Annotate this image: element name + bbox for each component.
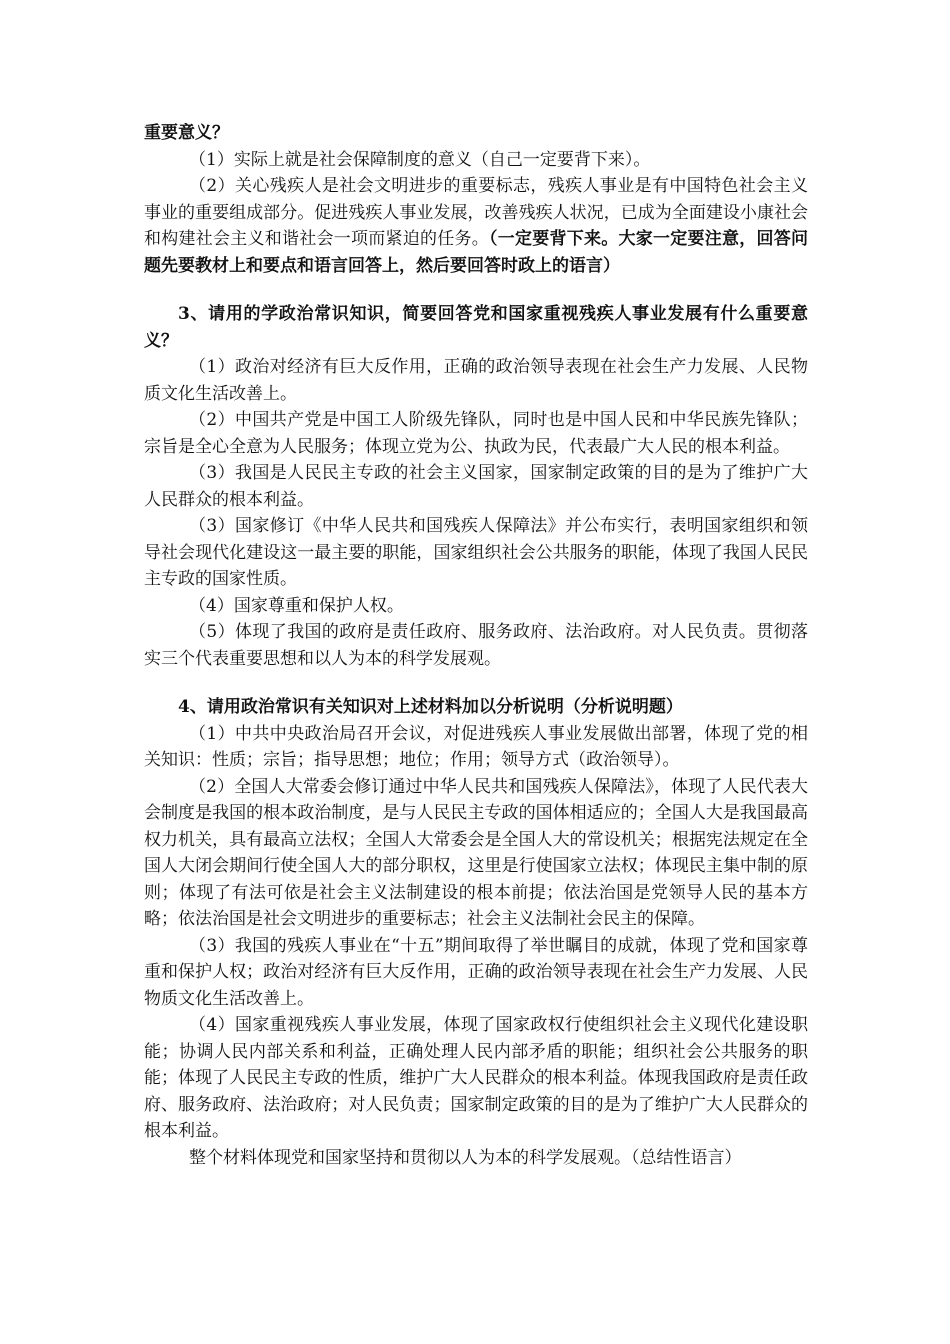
section4-point: （4）国家重视残疾人事业发展，体现了国家政权行使组织社会主义现代化建设职能；协调人民内部关系和利益，正确处理人民内部矛盾的职能；组织社会公共服务的职能；体现了人民民主专政的性质，维护广大人民群众的根本利益。体现我国政府是责任政府、服务政府、法治政府；对人民负责；国家制定政策的目的是为了维护广大人民群众的根本利益。 <box>144 1015 808 1141</box>
section4-summary: 整个材料体现党和国家坚持和贯彻以人为本的科学发展观。（总结性语言） <box>189 1147 742 1168</box>
section2-point-1: （1）实际上就是社会保障制度的意义（自己一定要背下来）。 <box>189 149 651 170</box>
section2-point-2-text: （2）关心残疾人是社会文明进步的重要标志，残疾人事业是有中国特色社会主义事业的重要组成部分。促进残疾人事业发展，改善残疾人状况，已成为全面建设小康社会和构建社会主义和谐社会一项而紧迫的任务。 <box>144 176 808 249</box>
section4-point: （3）我国的残疾人事业在“十五”期间取得了举世瞩目的成就，体现了党和国家尊重和保护人权；政治对经济有巨大反作用，正确的政治领导表现在社会生产力发展、人民物质文化生活改善上。 <box>144 935 808 1009</box>
section3-point: （5）体现了我国的政府是责任政府、服务政府、法治政府。对人民负责。贯彻落实三个代表重要思想和以人为本的科学发展观。 <box>144 622 808 669</box>
section3-point: （3）我国是人民民主专政的社会主义国家，国家制定政策的目的是为了维护广大人民群众的根本利益。 <box>144 463 808 510</box>
section4-point: （1）中共中央政治局召开会议，对促进残疾人事业发展做出部署，体现了党的相关知识：性质；宗旨；指导思想；地位；作用；领导方式（政治领导）。 <box>144 723 808 770</box>
section3-point: （2）中国共产党是中国工人阶级先锋队，同时也是中国人民和中华民族先锋队；宗旨是全心全意为人民服务；体现立党为公、执政为民，代表最广大人民的根本利益。 <box>144 410 808 457</box>
section3-point: （4）国家尊重和保护人权。 <box>189 595 404 616</box>
section3-point: （1）政治对经济有巨大反作用，正确的政治领导表现在社会生产力发展、人民物质文化生活改善上。 <box>144 357 808 404</box>
section2-title-tail: 重要意义？ <box>144 123 229 143</box>
section3-point: （3）国家修订《中华人民共和国残疾人保障法》并公布实行，表明国家组织和领导社会现代化建设这一最主要的职能，国家组织社会公共服务的职能，体现了我国人民民主专政的国家性质。 <box>144 516 808 589</box>
spacer <box>144 672 808 694</box>
section3-title: 3、请用的学政治常识知识，简要回答党和国家重视残疾人事业发展有什么重要意义？ <box>144 304 808 351</box>
section2-point-2 <box>144 173 808 279</box>
section2-point-2-emphasis: （一定要背下来。大家一定要注意，回答问题先要教材上和要点和语言回答上，然后要回答时政上的语言） <box>144 229 808 276</box>
document-page <box>144 120 808 1171</box>
section4-point: （2）全国人大常委会修订通过中华人民共和国残疾人保障法》，体现了人民代表大会制度是我国的根本政治制度，是与人民民主专政的国体相适应的；全国人大是我国最高权力机关，具有最高立法权；全国人大常委会是全国人大的常设机关；根据宪法规定在全国人大闭会期间行使全国人大的部分职权，这里是行使国家立法权；体现民主集中制的原则；体现了有法可依是社会主义法制建设的根本前提；依法治国是党领导人民的基本方略；依法治国是社会文明进步的重要标志；社会主义法制社会民主的保障。 <box>144 776 808 929</box>
section4-title: 4、请用政治常识有关知识对上述材料加以分析说明（分析说明题） <box>178 697 683 717</box>
spacer <box>144 279 808 301</box>
